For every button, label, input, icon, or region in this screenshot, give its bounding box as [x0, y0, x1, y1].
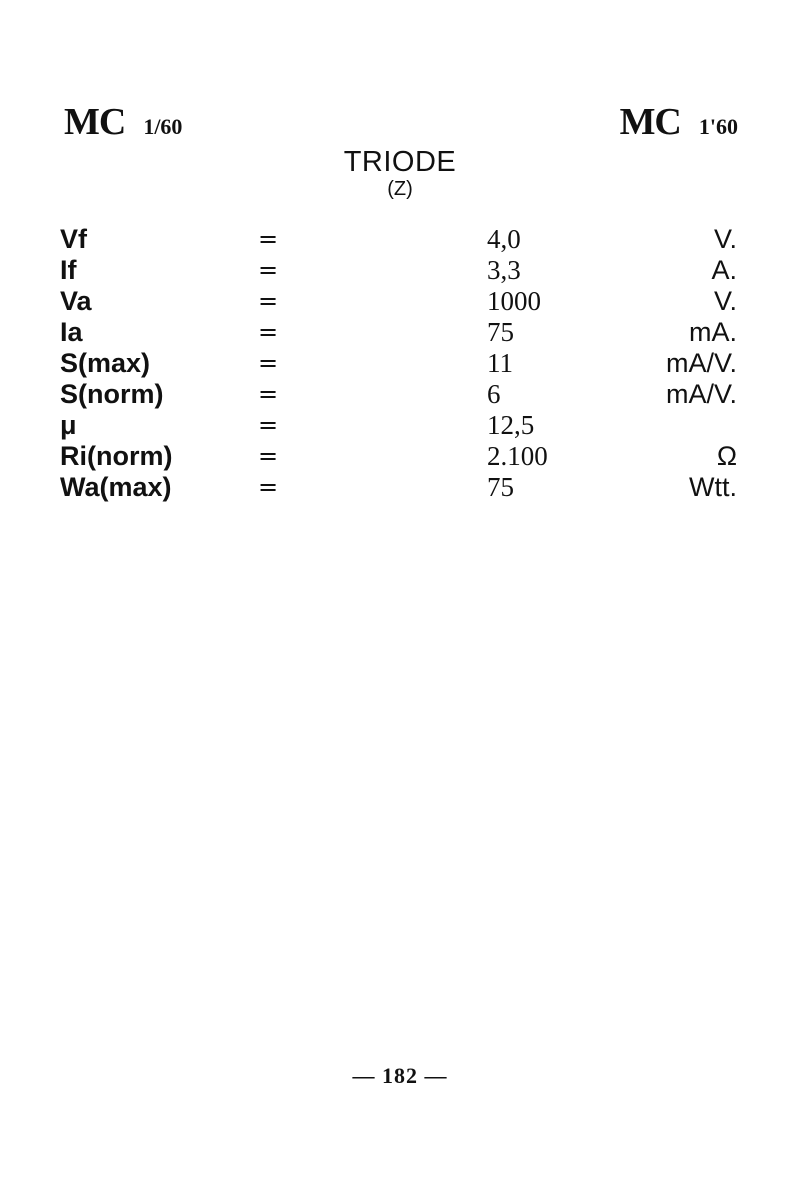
spec-equals: =: [258, 225, 279, 253]
spec-row-mu: [0, 410, 800, 441]
spec-equals: =: [258, 318, 279, 346]
title-block: [0, 146, 800, 200]
model-code-left: MC: [64, 101, 126, 143]
spec-row-vf: [0, 224, 800, 255]
spec-symbol: Ri(norm): [60, 441, 173, 471]
spec-table: [0, 224, 800, 503]
spec-value: 2.100: [487, 441, 548, 471]
page-subtitle: (Z): [387, 178, 413, 200]
spec-symbol: μ: [60, 410, 77, 440]
spec-row-s-norm: [0, 379, 800, 410]
spec-value: 3,3: [487, 255, 521, 285]
spec-row-ia: [0, 317, 800, 348]
spec-unit: V.: [713, 286, 737, 316]
spec-unit: mA/V.: [665, 379, 737, 409]
spec-equals: =: [258, 380, 279, 408]
model-code-right: MC: [619, 101, 681, 143]
spec-value: 1000: [487, 286, 541, 316]
spec-equals: =: [258, 349, 279, 377]
spec-unit: Wtt.: [689, 472, 737, 502]
spec-symbol: Va: [60, 286, 92, 316]
page-title: TRIODE: [343, 146, 457, 178]
spec-row-ri-norm: [0, 441, 800, 472]
spec-row-va: [0, 286, 800, 317]
spec-equals: =: [258, 473, 279, 501]
spec-value: 6: [487, 379, 501, 409]
spec-value: 11: [487, 348, 513, 378]
spec-value: 75: [487, 472, 514, 502]
spec-unit: mA/V.: [665, 348, 737, 378]
spec-unit: mA.: [688, 317, 737, 347]
spec-row-wa-max: [0, 472, 800, 503]
spec-symbol: Wa(max): [60, 472, 172, 502]
spec-equals: =: [258, 287, 279, 315]
spec-value: 12,5: [487, 410, 535, 440]
spec-unit: A.: [711, 255, 737, 285]
spec-symbol: Vf: [60, 224, 87, 254]
spec-value: 4,0: [487, 224, 521, 254]
spec-unit: V.: [713, 224, 737, 254]
spec-unit: Ω: [716, 441, 737, 471]
header-right: [620, 100, 738, 144]
spec-symbol: If: [60, 255, 77, 285]
spec-equals: =: [258, 442, 279, 470]
spec-equals: =: [258, 256, 279, 284]
page-number: — 182 —: [352, 1063, 448, 1088]
header-left: [64, 100, 182, 144]
spec-symbol: Ia: [60, 317, 83, 347]
spec-row-s-max: [0, 348, 800, 379]
spec-value: 75: [487, 317, 514, 347]
spec-row-if: [0, 255, 800, 286]
spec-symbol: S(norm): [60, 379, 164, 409]
model-ratio-right: 1'60: [698, 114, 738, 139]
spec-equals: =: [258, 411, 279, 439]
model-ratio-left: 1/60: [143, 114, 183, 139]
spec-symbol: S(max): [60, 348, 151, 378]
